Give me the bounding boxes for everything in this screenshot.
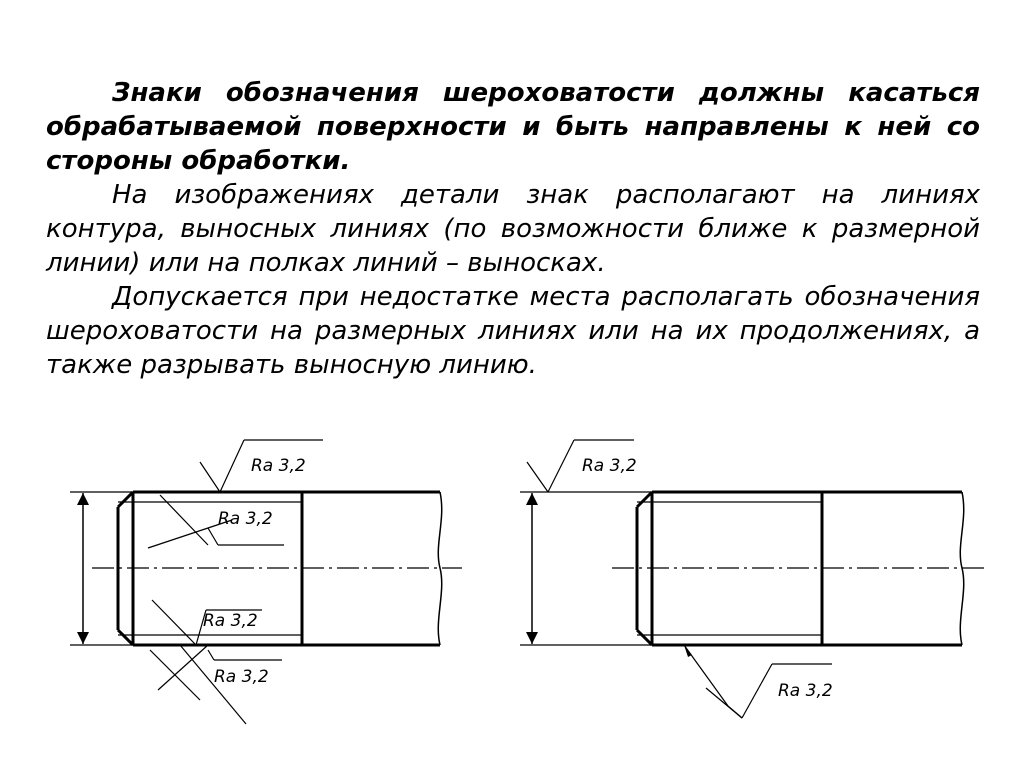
left-drawing	[70, 440, 462, 724]
left-ra-label-3: Ra 3,2	[203, 611, 258, 631]
left-break-line	[438, 492, 441, 645]
left-ra-label-1: Ra 3,2	[251, 456, 306, 476]
right-ra-label-2: Ra 3,2	[778, 681, 833, 701]
right-leader-arrow	[684, 645, 692, 657]
paragraph-2: На изображениях детали знак располагают на линиях контура, выносных линиях (по возможности ближе к размерной линии) или на полках линий – выносках.	[46, 180, 980, 278]
left-ra-label-2: Ra 3,2	[218, 509, 273, 529]
paragraph-1: Знаки обозначения шероховатости должны касаться обрабатываемой поверхности и быть направлены к ней со стороны обработки.	[46, 78, 980, 176]
right-ra-label-1: Ra 3,2	[582, 456, 637, 476]
right-drawing	[520, 440, 985, 718]
paragraph-3: Допускается при недостатке места располагать обозначения шероховатости на размерных линиях или на их продолжениях, а также разрывать выносную линию.	[46, 282, 980, 380]
left-ra-label-4: Ra 3,2	[214, 667, 269, 687]
